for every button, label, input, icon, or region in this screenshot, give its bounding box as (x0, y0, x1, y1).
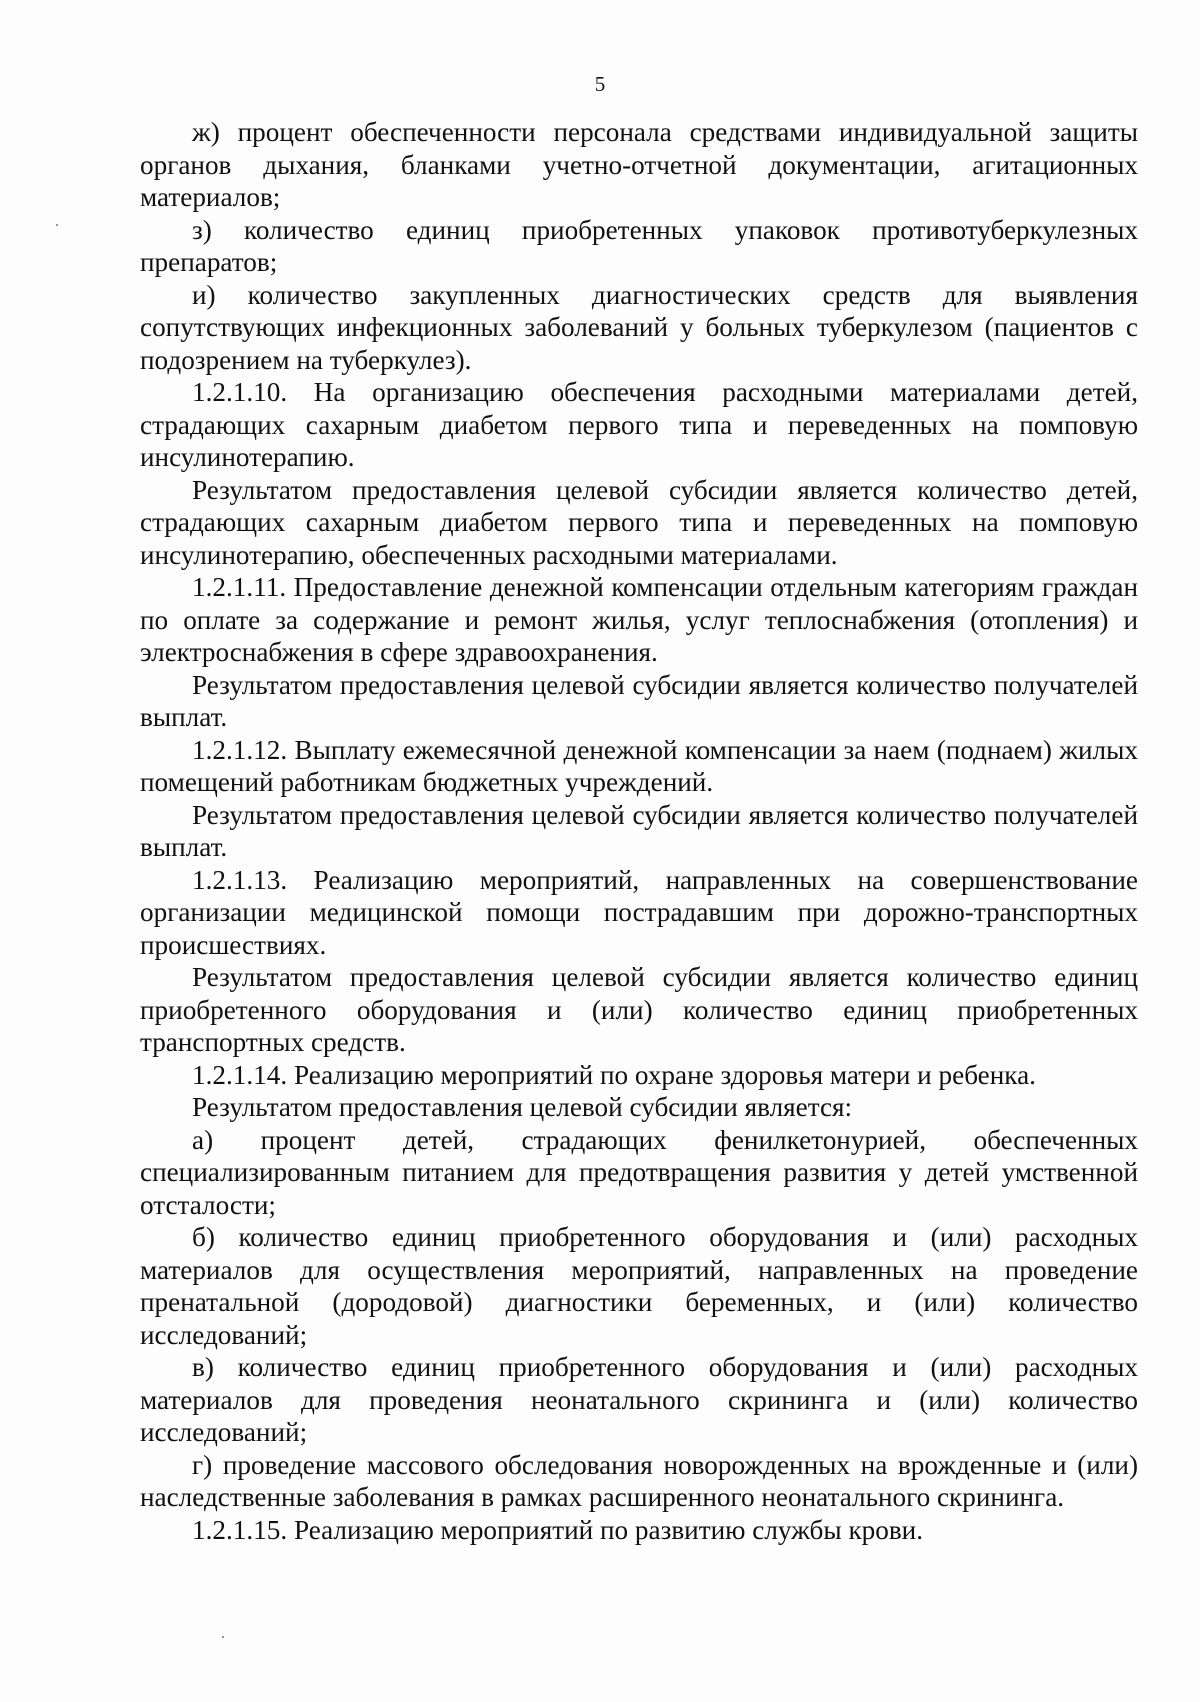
scan-speck (56, 224, 58, 226)
paragraph-result-1-2-1-13: Результатом предоставления целевой субсидии является количество единиц приобретенного оборудования и (или) количество единиц приобретенных транспортных средств. (140, 962, 1138, 1057)
paragraph-1-2-1-10: 1.2.1.10. На организацию обеспечения расходными материалами детей, страдающих сахарным диабетом первого типа и переведенных на помповую инсулинотерапию. (140, 377, 1138, 472)
paragraph-result-1-2-1-11: Результатом предоставления целевой субсидии является количество получателей выплат. (140, 669, 1138, 732)
scan-speck (222, 1636, 224, 1638)
paragraph-result-1-2-1-14: Результатом предоставления целевой субсидии является: (192, 1092, 853, 1122)
paragraph-1-2-1-11: 1.2.1.11. Предоставление денежной компенсации отдельным категориям граждан по оплате за содержание и ремонт жилья, услуг теплоснабжения (отопления) и электроснабжения в сфере здравоохранения. (140, 572, 1138, 667)
paragraph-b: б) количество единиц приобретенного оборудования и (или) расходных материалов для осуществления мероприятий, направленных на проведение пренатальной (дородовой) диагностики беременных, и (или) количество исследований; (140, 1222, 1138, 1350)
paragraph-v: в) количество единиц приобретенного оборудования и (или) расходных материалов для проведения неонатального скрининга и (или) количество исследований; (140, 1352, 1138, 1447)
paragraph-1-2-1-13: 1.2.1.13. Реализацию мероприятий, направленных на совершенствование организации медицинской помощи пострадавшим при дорожно-транспортных происшествиях. (140, 864, 1138, 960)
paragraph-1-2-1-14: 1.2.1.14. Реализацию мероприятий по охране здоровья матери и ребенка. (192, 1059, 1036, 1090)
paragraph-a: а) процент детей, страдающих фенилкетонурией, обеспеченных специализированным питанием для предотвращения развития у детей умственной отсталости; (140, 1124, 1138, 1220)
paragraph-zh: ж) процент обеспеченности персонала средствами индивидуальной защиты органов дыхания, бланками учетно-отчетной документации, агитационных материалов; (140, 117, 1138, 212)
paragraph-g: г) проведение массового обследования новорожденных на врожденные и (или) наследственные заболевания в рамках расширенного неонатального скрининга. (140, 1449, 1138, 1512)
paragraph-z: з) количество единиц приобретенных упаковок противотуберкулезных препаратов; (140, 214, 1138, 277)
page-number: 5 (594, 72, 606, 96)
paragraph-result-1-2-1-10: Результатом предоставления целевой субсидии является количество детей, страдающих сахарным диабетом первого типа и переведенных на помповую инсулинотерапию, обеспеченных расходными материалами. (140, 474, 1138, 570)
document-body (140, 116, 1138, 1546)
paragraph-result-1-2-1-12: Результатом предоставления целевой субсидии является количество получателей выплат. (140, 799, 1138, 862)
paragraph-1-2-1-15: 1.2.1.15. Реализацию мероприятий по развитию службы крови. (192, 1514, 924, 1545)
paragraph-i: и) количество закупленных диагностических средств для выявления сопутствующих инфекционных заболеваний у больных туберкулезом (пациентов с подозрением на туберкулез). (140, 279, 1138, 375)
paragraph-1-2-1-12: 1.2.1.12. Выплату ежемесячной денежной компенсации за наем (поднаем) жилых помещений работникам бюджетных учреждений. (140, 734, 1138, 797)
